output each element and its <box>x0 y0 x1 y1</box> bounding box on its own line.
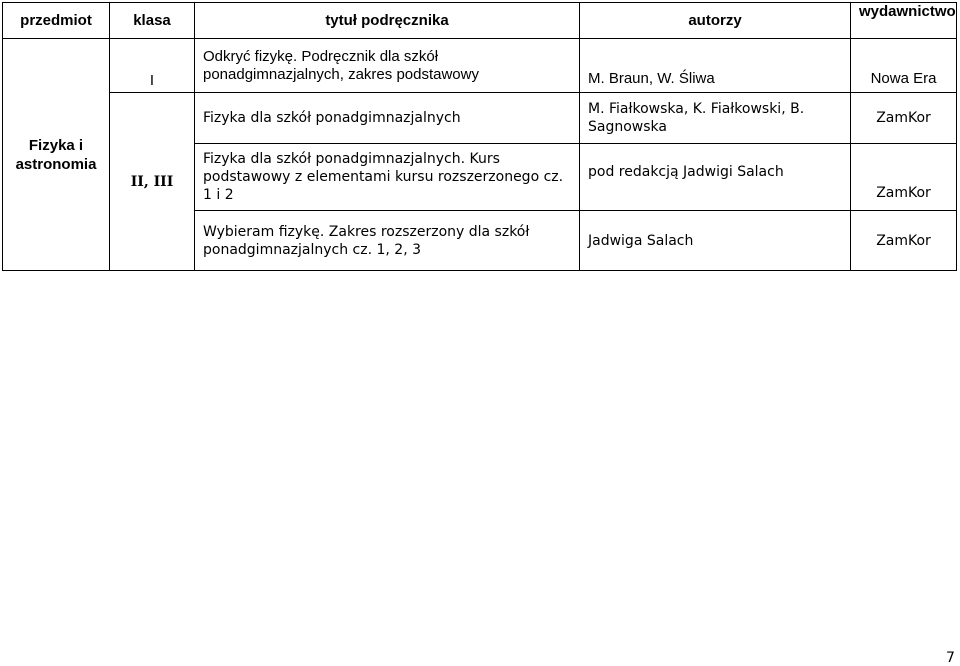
title-cell: Fizyka dla szkół ponadgimnazjalnych <box>195 93 580 144</box>
publisher-cell: ZamKor <box>851 144 957 211</box>
authors-cell: M. Braun, W. Śliwa <box>580 39 851 93</box>
header-grade: klasa <box>110 3 195 39</box>
header-title: tytuł podręcznika <box>195 3 580 39</box>
textbook-table <box>2 2 957 271</box>
header-publisher: wydawnictwo <box>851 3 957 39</box>
subject-cell: Fizyka i astronomia <box>3 39 110 271</box>
authors-cell: Jadwiga Salach <box>580 211 851 271</box>
page-number: 7 <box>946 650 955 666</box>
table-row <box>3 93 957 144</box>
publisher-cell: ZamKor <box>851 93 957 144</box>
header-authors: autorzy <box>580 3 851 39</box>
title-cell: Fizyka dla szkół ponadgimnazjalnych. Kurs podstawowy z elementami kursu rozszerzonego cz. 1 i 2 <box>195 144 580 211</box>
title-cell: Odkryć fizykę. Podręcznik dla szkół ponadgimnazjalnych, zakres podstawowy <box>195 39 580 93</box>
header-subject: przedmiot <box>3 3 110 39</box>
table-row <box>3 39 957 93</box>
header-row <box>3 3 957 39</box>
publisher-cell: Nowa Era <box>851 39 957 93</box>
grade-cell: II, III <box>110 93 195 271</box>
authors-cell: M. Fiałkowska, K. Fiałkowski, B. Sagnowska <box>580 93 851 144</box>
authors-cell: pod redakcją Jadwigi Salach <box>580 144 851 211</box>
publisher-cell: ZamKor <box>851 211 957 271</box>
title-cell: Wybieram fizykę. Zakres rozszerzony dla szkół ponadgimnazjalnych cz. 1, 2, 3 <box>195 211 580 271</box>
grade-cell: I <box>110 39 195 93</box>
